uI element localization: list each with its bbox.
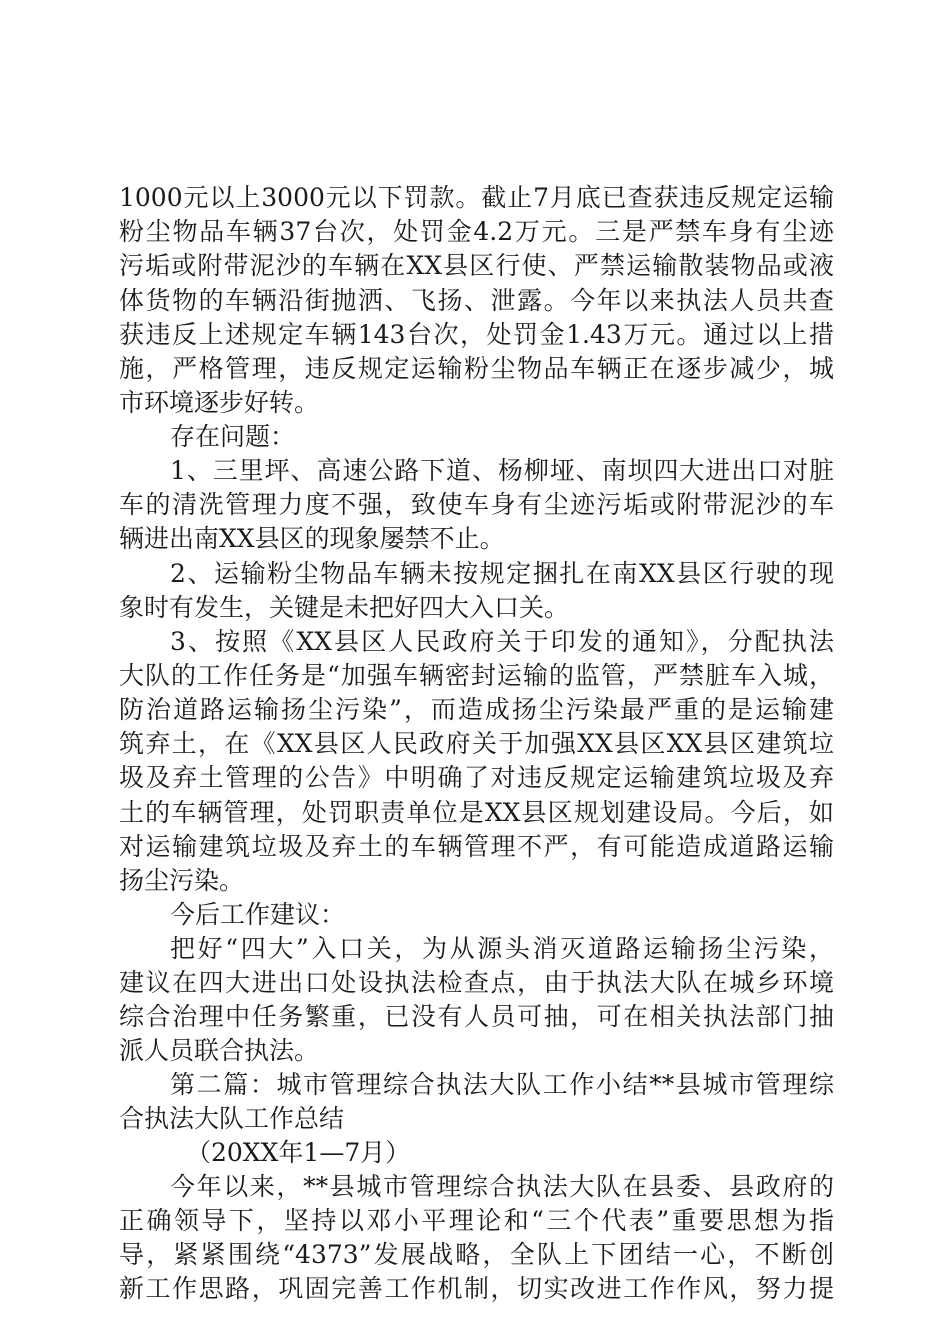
body-line: 对运输建筑垃圾及弃土的车辆管理不严，有可能造成道路运输: [119, 832, 834, 861]
body-line: 体货物的车辆沿街抛洒、飞扬、泄露。今年以来执法人员共查: [119, 286, 834, 315]
body-line: 市环境逐步好转。: [119, 388, 320, 417]
chapter-title: 第二篇：城市管理综合执法大队工作小结**县城市管理综: [170, 1070, 834, 1099]
body-line: 正确领导下，坚持以邓小平理论和“三个代表”重要思想为指: [119, 1206, 834, 1235]
body-line: 圾及弃土管理的公告》中明确了对违反规定运输建筑垃圾及弃: [119, 763, 834, 792]
body-line: 大队的工作任务是“加强车辆密封运输的监管，严禁脏车入城，: [119, 661, 834, 690]
body-line: 综合治理中任务繁重，已没有人员可抽，可在相关执法部门抽: [119, 1002, 834, 1031]
section-heading: 存在问题：: [170, 422, 296, 451]
body-line: 施，严格管理，违反规定运输粉尘物品车辆正在逐步减少，城: [119, 354, 834, 383]
section-heading: 今后工作建议：: [170, 900, 346, 929]
body-line: 派人员联合执法。: [119, 1036, 320, 1065]
body-line: 扬尘污染。: [119, 866, 245, 895]
body-line: 污垢或附带泥沙的车辆在XX县区行使、严禁运输散装物品或液: [119, 251, 834, 280]
body-line: 导，紧紧围绕“4373”发展战略，全队上下团结一心，不断创: [119, 1240, 834, 1269]
body-line: 筑弃土，在《XX县区人民政府关于加强XX县区XX县区建筑垃: [119, 729, 834, 758]
date-range: （20XX年1—7月）: [186, 1138, 411, 1167]
body-line: 象时有发生，关键是未把好四大入口关。: [119, 593, 570, 622]
body-line: 辆进出南XX县区的现象屡禁不止。: [119, 524, 505, 553]
body-line: 新工作思路，巩固完善工作机制，切实改进工作作风，努力提: [119, 1274, 834, 1303]
body-line: 今年以来，**县城市管理综合执法大队在县委、县政府的: [170, 1172, 834, 1201]
body-line: 1、三里坪、高速公路下道、杨柳垭、南坝四大进出口对脏: [170, 456, 834, 485]
body-line: 车的清洗管理力度不强，致使车身有尘迹污垢或附带泥沙的车: [119, 490, 834, 519]
body-line: 把好“四大”入口关，为从源头消灭道路运输扬尘污染，: [170, 934, 834, 963]
body-line: 防治道路运输扬尘污染”，而造成扬尘污染最严重的是运输建: [119, 695, 834, 724]
body-line: 3、按照《XX县区人民政府关于印发的通知》，分配执法: [170, 627, 834, 656]
body-line: 土的车辆管理，处罚职责单位是XX县区规划建设局。今后，如: [119, 798, 834, 827]
chapter-title: 合执法大队工作总结: [119, 1104, 345, 1133]
body-line: 粉尘物品车辆37台次，处罚金4.2万元。三是严禁车身有尘迹: [119, 217, 834, 246]
body-line: 1000元以上3000元以下罚款。截止7月底已查获违反规定运输: [119, 183, 834, 212]
body-line: 2、运输粉尘物品车辆未按规定捆扎在南XX县区行驶的现: [170, 559, 834, 588]
body-line: 获违反上述规定车辆143台次，处罚金1.43万元。通过以上措: [119, 320, 834, 349]
body-line: 建议在四大进出口处设执法检查点，由于执法大队在城乡环境: [119, 968, 834, 997]
